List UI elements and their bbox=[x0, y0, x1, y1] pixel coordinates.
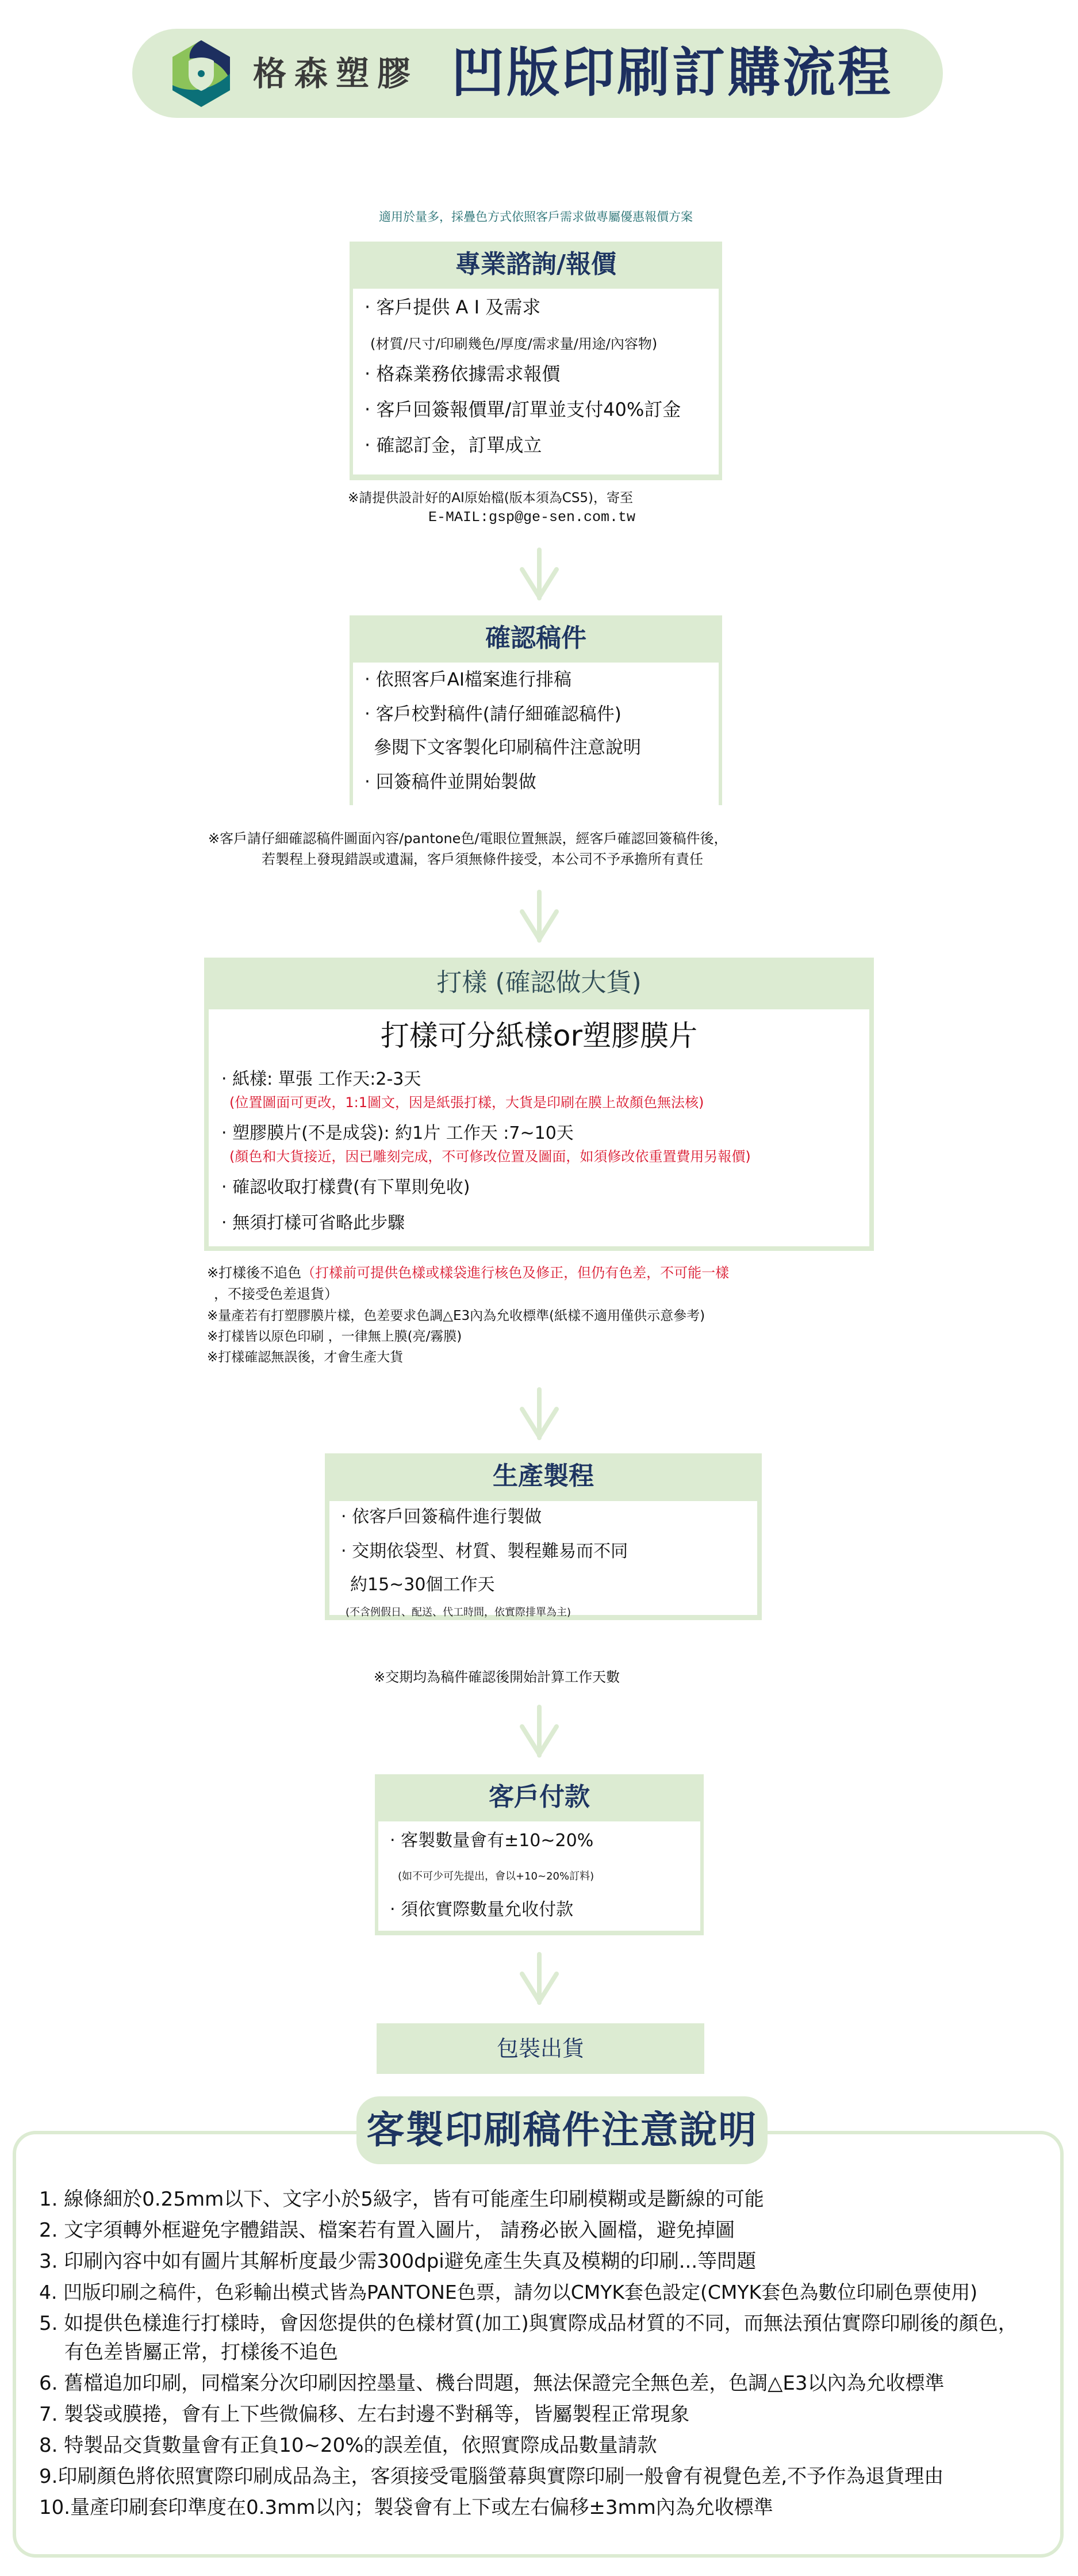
step-item: ‧ 客製數量會有±10~20% bbox=[390, 1831, 594, 1851]
step-item: ‧ 確認訂金，訂單成立 bbox=[365, 434, 542, 456]
notice-rule: 有色差皆屬正常，打樣後不追色 bbox=[64, 2341, 338, 2364]
notice-rule: 10.量產印刷套印準度在0.3mm以內；製袋會有上下或左右偏移±3mm內為允收標準 bbox=[39, 2496, 773, 2519]
step-item: ‧ 回簽稿件並開始製做 bbox=[365, 772, 536, 793]
step-note: ※請提供設計好的AI原始檔(版本須為CS5)，寄至 bbox=[348, 491, 634, 506]
step-title: 包裝出貨 bbox=[496, 2036, 584, 2061]
step-note: ※客戶請仔細確認稿件圖面內容/pantone色/電眼位置無誤，經客戶確認回簽稿件後， bbox=[208, 830, 728, 847]
step-subtitle: 打樣可分紙樣or塑膠膜片 bbox=[380, 1019, 698, 1052]
notice-rule: 5. 如提供色樣進行打樣時，會因您提供的色樣材質(加工)與實際成品材質的不同，而無法預估實際印刷後的顏色， bbox=[39, 2312, 1018, 2335]
step-item: ‧ 交期依袋型、材質、製程難易而不同 bbox=[341, 1541, 628, 1561]
step-item-detail: (材質/尺寸/印刷幾色/厚度/需求量/用途/內容物) bbox=[370, 336, 658, 352]
step-item: ‧ 無須打樣可省略此步驟 bbox=[221, 1213, 405, 1233]
note-warning: ，不接受色差退貨） bbox=[214, 1286, 338, 1302]
step-item: ‧ 確認收取打樣費(有下單則免收) bbox=[221, 1177, 470, 1197]
notice-rule: 1. 線條細於0.25mm以下、文字小於5級字，皆有可能產生印刷模糊或是斷線的可能 bbox=[39, 2188, 764, 2211]
step-title: 生產製程 bbox=[493, 1461, 594, 1491]
step-note bbox=[207, 1262, 729, 1283]
note-text: ※打樣後不追色 bbox=[207, 1265, 302, 1281]
step-item: ‧ 須依實際數量允收付款 bbox=[390, 1900, 574, 1920]
step-proofing bbox=[204, 958, 874, 1251]
intro-text: 適用於量多，採疊色方式依照客戶需求做專屬優惠報價方案 bbox=[379, 210, 693, 224]
step-production bbox=[325, 1453, 762, 1620]
step-note: ※交期均為稿件確認後開始計算工作天數 bbox=[374, 1669, 620, 1685]
notice-rule: 4. 凹版印刷之稿件，色彩輸出模式皆為PANTONE色票，請勿以CMYK套色設定(CMYK套色為數位印刷色票使用) bbox=[39, 2281, 978, 2303]
step-item: ‧ 格森業務依據需求報價 bbox=[365, 363, 561, 385]
step-item: ‧ 客戶提供 A I 及需求 bbox=[365, 296, 541, 318]
notice-rule: 8. 特製品交貨數量會有正負10~20%的誤差值，依照實際成品數量請款 bbox=[39, 2434, 657, 2457]
step-title: 專業諮詢/報價 bbox=[455, 250, 617, 279]
step-title: 打樣 (確認做大貨) bbox=[436, 968, 642, 997]
step-item: ‧ 塑膠膜片(不是成袋): 約1片 工作天 :7~10天 bbox=[221, 1123, 574, 1143]
arrow-down-icon bbox=[516, 546, 562, 604]
step-payment bbox=[375, 1774, 704, 1935]
step-item: ‧ 依照客戶AI檔案進行排稿 bbox=[365, 669, 572, 690]
step-shipping bbox=[377, 2023, 704, 2074]
notice-rule: 2. 文字須轉外框避免字體錯誤、檔案若有置入圖片， 請務必嵌入圖檔，避免掉圖 bbox=[39, 2219, 735, 2242]
step-note: ※打樣皆以原色印刷 ，一律無上膜(亮/霧膜) bbox=[207, 1329, 462, 1344]
email-link[interactable]: E-MAIL:gsp@ge-sen.com.tw bbox=[428, 509, 636, 526]
step-item: 參閱下文客製化印刷稿件注意說明 bbox=[374, 737, 641, 758]
note-warning: （打樣前可提供色樣或樣袋進行核色及修正，但仍有色差，不可能一樣 bbox=[301, 1265, 730, 1281]
arrow-down-icon bbox=[516, 889, 562, 946]
brand-name: 格森塑膠 bbox=[253, 54, 419, 93]
step-note: 若製程上發現錯誤或遺漏，客戶須無條件接受，本公司不予承擔所有責任 bbox=[262, 851, 703, 867]
arrow-down-icon bbox=[516, 1386, 562, 1444]
step-title: 客戶付款 bbox=[489, 1782, 590, 1812]
page-title: 凹版印刷訂購流程 bbox=[451, 42, 893, 104]
step-item: ‧ 依客戶回簽稿件進行製做 bbox=[341, 1507, 542, 1527]
step-item: ‧ 客戶回簽報價單/訂單並支付40%訂金 bbox=[365, 399, 681, 420]
step-consultation bbox=[350, 242, 722, 480]
arrow-down-icon bbox=[516, 1704, 562, 1761]
step-item: 約15~30個工作天 bbox=[350, 1575, 495, 1595]
step-confirm-artwork bbox=[350, 615, 722, 805]
step-note: ※量產若有打塑膠膜片樣，色差要求色調△E3內為允收標準(紙樣不適用僅供示意參考) bbox=[207, 1308, 705, 1323]
notice-rule: 3. 印刷內容中如有圖片其解析度最少需300dpi避免產生失真及模糊的印刷...等問題 bbox=[39, 2250, 757, 2273]
hexagon-shield-logo-icon bbox=[167, 39, 236, 108]
step-item-detail: (顏色和大貨接近，因已雕刻完成，不可修改位置及圖面，如須修改依重置費用另報價) bbox=[229, 1149, 751, 1165]
arrow-down-icon bbox=[516, 1951, 562, 2008]
step-item: ‧ 客戶校對稿件(請仔細確認稿件) bbox=[365, 704, 622, 725]
notice-rule: 9.印刷顏色將依照實際印刷成品為主，客須接受電腦螢幕與實際印刷一般會有視覺色差,不予作為退貨理由 bbox=[39, 2465, 944, 2488]
notice-title: 客製印刷稿件注意說明 bbox=[356, 2096, 768, 2164]
step-item-detail: (不含例假日、配送、代工時間，依實際排單為主) bbox=[346, 1606, 571, 1618]
notice-rule: 6. 舊檔追加印刷，同檔案分次印刷因控墨量、機台問題，無法保證完全無色差，色調△E3以內為允收標準 bbox=[39, 2372, 945, 2395]
notice-rule: 7. 製袋或膜捲，會有上下些微偏移、左右封邊不對稱等，皆屬製程正常現象 bbox=[39, 2403, 690, 2426]
step-item: ‧ 紙樣: 單張 工作天:2-3天 bbox=[221, 1069, 421, 1089]
step-item-detail: (位置圖面可更改，1:1圖文，因是紙張打樣，大貨是印刷在膜上故顏色無法核) bbox=[229, 1094, 704, 1111]
step-note: ※打樣確認無誤後，才會生產大貨 bbox=[207, 1350, 404, 1365]
step-title: 確認稿件 bbox=[485, 623, 586, 653]
step-item-detail: (如不可少可先提出，會以+10~20%訂料) bbox=[398, 1870, 594, 1882]
